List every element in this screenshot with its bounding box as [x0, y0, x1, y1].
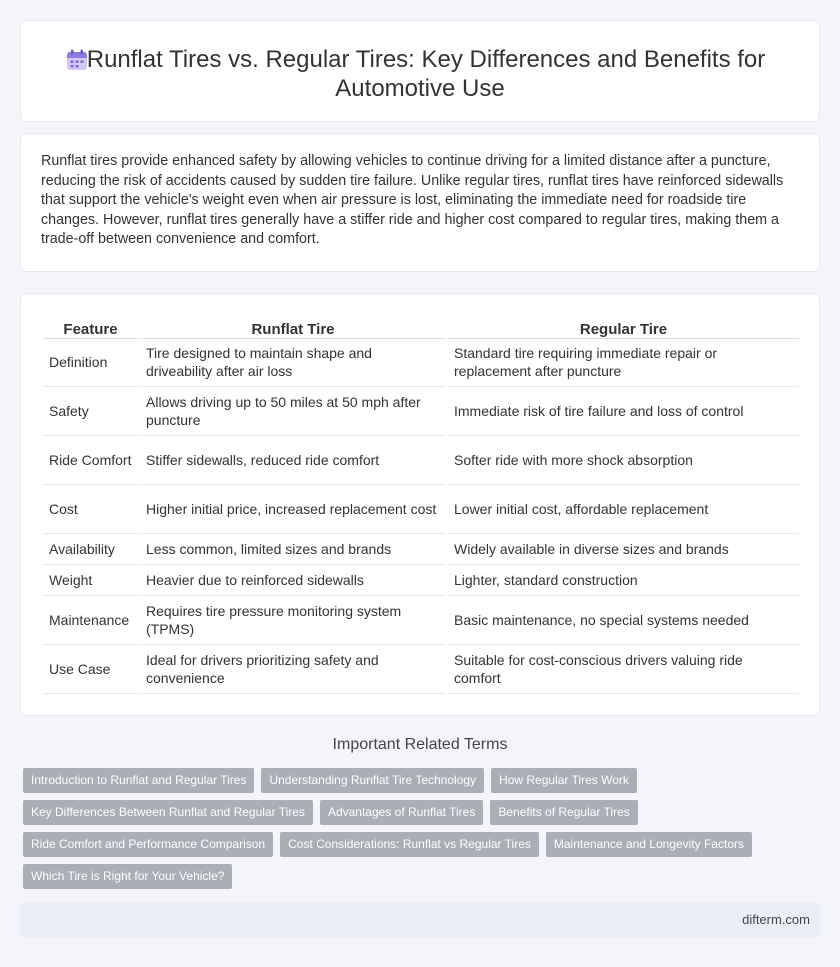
title-card: [20, 20, 820, 122]
runflat-cell: Ideal for drivers prioritizing safety and convenience: [139, 644, 447, 693]
runflat-cell: Heavier due to reinforced sidewalls: [139, 564, 447, 595]
related-term-link[interactable]: Which Tire is Right for Your Vehicle?: [23, 864, 232, 889]
regular-cell: Widely available in diverse sizes and brands: [447, 533, 799, 564]
related-term-link[interactable]: Cost Considerations: Runflat vs Regular Tires: [280, 832, 539, 857]
table-row: [43, 338, 799, 386]
related-term-link[interactable]: Advantages of Runflat Tires: [320, 800, 483, 825]
regular-cell: Lower initial cost, affordable replacement: [447, 484, 799, 533]
tag-row: [23, 864, 803, 896]
related-term-link[interactable]: How Regular Tires Work: [491, 768, 637, 793]
runflat-cell: Tire designed to maintain shape and driveability after air loss: [139, 338, 447, 386]
regular-cell: Basic maintenance, no special systems needed: [447, 595, 799, 644]
related-term-link[interactable]: Introduction to Runflat and Regular Tires: [23, 768, 254, 793]
regular-cell: Lighter, standard construction: [447, 564, 799, 595]
tag-row: [23, 800, 803, 832]
comparison-table-card: [20, 293, 820, 716]
feature-cell: Weight: [43, 564, 139, 595]
table-row: [43, 644, 799, 693]
page-title: [21, 45, 819, 103]
related-term-link[interactable]: Ride Comfort and Performance Comparison: [23, 832, 273, 857]
related-term-link[interactable]: Benefits of Regular Tires: [490, 800, 637, 825]
page-title-line-1: Runflat Tires vs. Regular Tires: Key Differences and Benefits for: [86, 46, 766, 73]
runflat-cell: Allows driving up to 50 miles at 50 mph after puncture: [139, 386, 447, 435]
table-row: [43, 386, 799, 435]
footer-site-link[interactable]: difterm.com: [742, 912, 810, 927]
related-terms-title: Important Related Terms: [332, 736, 508, 753]
feature-cell: Ride Comfort: [43, 435, 139, 484]
regular-cell: Softer ride with more shock absorption: [447, 435, 799, 484]
table-row: [43, 595, 799, 644]
header-runflat: Runflat Tire: [139, 314, 447, 338]
feature-cell: Definition: [43, 338, 139, 386]
regular-cell: Standard tire requiring immediate repair or replacement after puncture: [447, 338, 799, 386]
feature-cell: Maintenance: [43, 595, 139, 644]
regular-cell: Suitable for cost-conscious drivers valuing ride comfort: [447, 644, 799, 693]
header-regular: Regular Tire: [447, 314, 799, 338]
table-row: [43, 564, 799, 595]
runflat-cell: Requires tire pressure monitoring system (TPMS): [139, 595, 447, 644]
header-feature: Feature: [43, 314, 139, 338]
feature-cell: Availability: [43, 533, 139, 564]
intro-paragraph: Runflat tires provide enhanced safety by allowing vehicles to continue driving for a limited distance after a puncture, reducing the risk of accidents caused by sudden tire failure. Unlike regular tires, runflat tires have reinforced sidewalls that support the vehicle's weight even when air pressure is lost, eliminating the immediate need for roadside tire changes. However, runflat tires generally have a stiffer ride and higher cost compared to regular tires, making them a trade-off between convenience and comfort.: [41, 153, 784, 247]
related-term-link[interactable]: Understanding Runflat Tire Technology: [261, 768, 484, 793]
table-row: [43, 435, 799, 484]
related-term-link[interactable]: Maintenance and Longevity Factors: [546, 832, 752, 857]
feature-cell: Use Case: [43, 644, 139, 693]
table-row: [43, 533, 799, 564]
regular-cell: Immediate risk of tire failure and loss of control: [447, 386, 799, 435]
page-title-line-2: Automotive Use: [335, 75, 505, 102]
related-terms-list: [23, 768, 803, 896]
runflat-cell: Less common, limited sizes and brands: [139, 533, 447, 564]
runflat-cell: Stiffer sidewalls, reduced ride comfort: [139, 435, 447, 484]
table-row: [43, 484, 799, 533]
table-header-row: [43, 314, 799, 338]
footer: [20, 903, 820, 937]
intro-card: [20, 133, 820, 272]
comparison-table: [43, 314, 799, 694]
feature-cell: Safety: [43, 386, 139, 435]
tag-row: [23, 832, 803, 864]
feature-cell: Cost: [43, 484, 139, 533]
runflat-cell: Higher initial price, increased replacement cost: [139, 484, 447, 533]
tag-row: [23, 768, 803, 800]
related-term-link[interactable]: Key Differences Between Runflat and Regular Tires: [23, 800, 313, 825]
